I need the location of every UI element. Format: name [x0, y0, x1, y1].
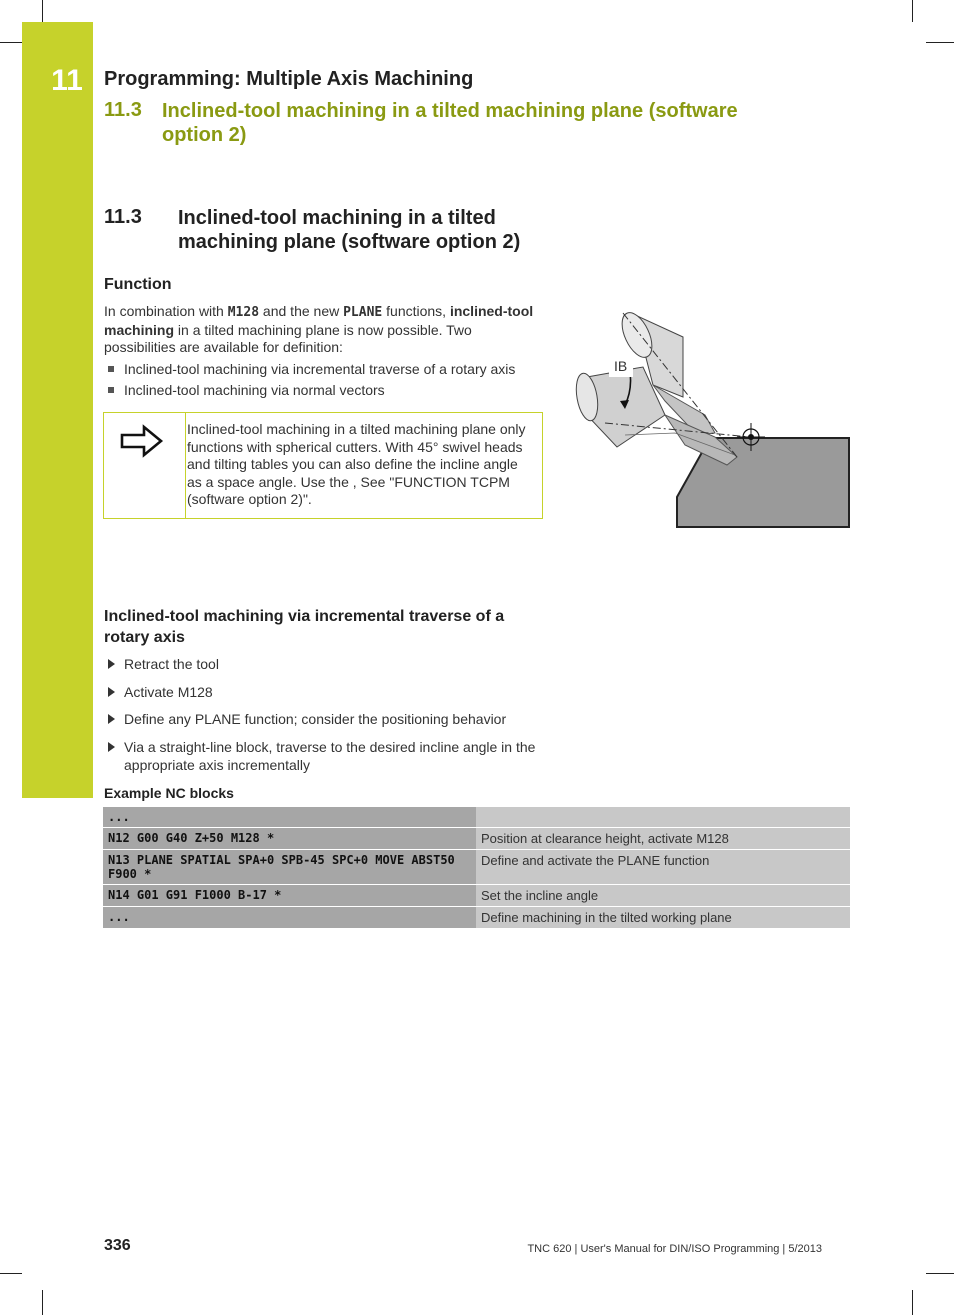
code-plane: PLANE [343, 305, 383, 320]
crop-mark [926, 42, 954, 43]
page-number: 336 [104, 1237, 131, 1254]
crop-mark [0, 1273, 22, 1274]
nc-description: Set the incline angle [476, 885, 850, 907]
table-row [103, 828, 850, 850]
crop-mark [42, 0, 43, 22]
step-arrow-icon [108, 742, 115, 752]
list-item-text: Inclined-tool machining via normal vectors [124, 382, 385, 398]
nc-description: Define machining in the tilted working plane [476, 907, 850, 929]
nc-code: N12 G00 G40 Z+50 M128 * [103, 828, 476, 850]
nc-description: Define and activate the PLANE function [476, 850, 850, 885]
text: in a tilted machining plane is now possible. Two possibilities are available for definition: [104, 321, 472, 355]
section-title: Inclined-tool machining in a tilted machining plane (software option 2) [178, 207, 521, 253]
running-section-title-line2: option 2) [162, 124, 247, 146]
table-row [103, 885, 850, 907]
arrow-right-icon [120, 424, 164, 458]
nc-blocks-table [103, 807, 850, 929]
step-text: Define any PLANE function; consider the positioning behavior [124, 711, 507, 727]
step-text: Via a straight-line block, traverse to the desired incline angle in the appropriate axis incrementally [124, 739, 536, 773]
crop-mark [912, 1290, 913, 1315]
code-m128: M128 [227, 305, 260, 320]
crop-mark [42, 1290, 43, 1315]
section-number: 11.3 [104, 206, 142, 228]
table-row [103, 907, 850, 929]
nc-description [476, 807, 850, 828]
angle-label: IB [614, 358, 628, 374]
function-paragraph [104, 303, 544, 357]
crop-mark [0, 42, 22, 43]
function-heading: Function [104, 276, 172, 293]
note-text: Inclined-tool machining in a tilted machining plane only functions with spherical cutters. With 45° swivel heads and tilting tables you can also define the incline angle as a space angle. Use the , See "FUNCTION TCPM (software option 2)". [187, 421, 526, 507]
running-section-title [162, 99, 738, 147]
table-row [103, 807, 850, 828]
step-arrow-icon [108, 714, 115, 724]
incremental-heading: Inclined-tool machining via incremental traverse of a rotary axis [104, 608, 505, 646]
text: In combination with [104, 303, 228, 319]
example-label: Example NC blocks [104, 785, 234, 801]
note-divider [185, 413, 186, 518]
tool-inclination-figure [565, 305, 855, 530]
bold-term: inclined-tool machining [104, 303, 534, 338]
nc-description: Position at clearance height, activate M128 [476, 828, 850, 850]
bullet-icon [108, 387, 114, 393]
footer-text: TNC 620 | User's Manual for DIN/ISO Programming | 5/2013 [527, 1243, 822, 1255]
note-box [103, 412, 543, 519]
running-section-title-line1: Inclined-tool machining in a tilted machining plane (software [162, 100, 738, 122]
chapter-title: Programming: Multiple Axis Machining [104, 68, 474, 90]
table-row [103, 850, 850, 885]
step-text: Activate M128 [124, 684, 213, 700]
chapter-number: 11 [51, 64, 83, 97]
nc-code: ... [103, 907, 476, 929]
nc-code: ... [103, 807, 476, 828]
crop-mark [926, 1273, 954, 1274]
text: and the new [259, 303, 344, 319]
running-section-number: 11.3 [104, 99, 142, 121]
text: functions, [382, 303, 450, 319]
step-arrow-icon [108, 687, 115, 697]
crop-mark [912, 0, 913, 22]
bullet-icon [108, 366, 114, 372]
nc-code: N13 PLANE SPATIAL SPA+0 SPB-45 SPC+0 MOVE ABST50 F900 * [103, 850, 476, 885]
step-text: Retract the tool [124, 656, 219, 672]
step-arrow-icon [108, 659, 115, 669]
nc-code: N14 G01 G91 F1000 B-17 * [103, 885, 476, 907]
chapter-sidebar [22, 22, 93, 798]
list-item-text: Inclined-tool machining via incremental traverse of a rotary axis [124, 361, 516, 377]
